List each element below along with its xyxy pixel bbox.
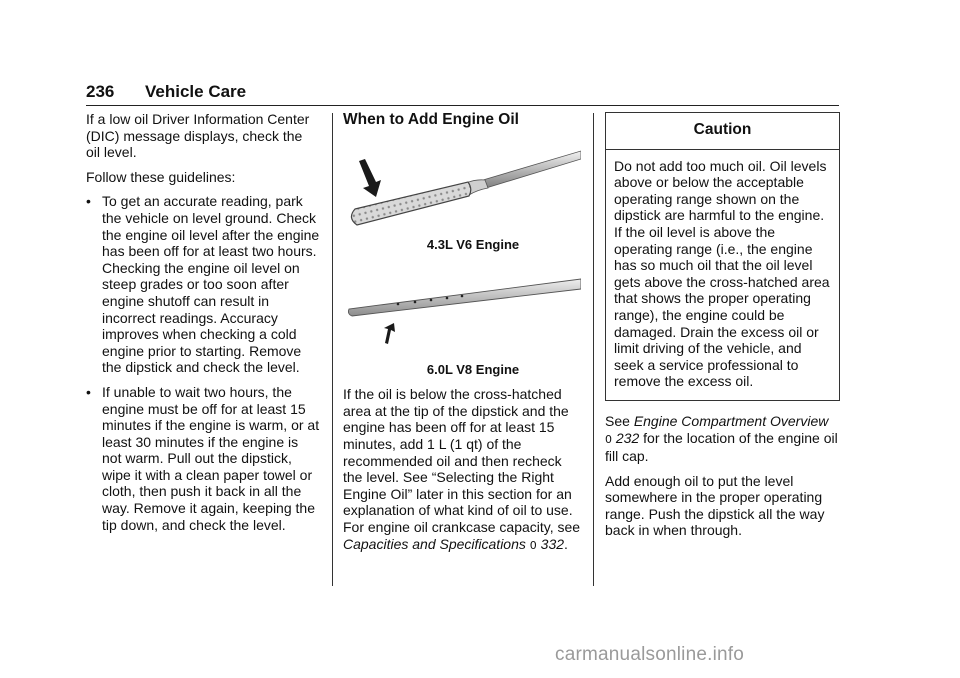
dipstick-figure-v6 [343,135,581,237]
figure-caption-v8: 6.0L V8 Engine [426,361,520,377]
intro-paragraph: If a low oil Driver Information Center (DIC) message displays, check the oil level. [86,111,310,161]
bullet-text: To get an accurate reading, park the vehicle on level ground. Check the engine oil level after the engine has been off for at least two hours. Checking the engine oil level on steep grades or too soon after engine shutoff can result in incorrect readings. Accuracy improves when checking a cold engine prior to starting. Remove the dipstick and check the level. [102,193,320,376]
guidelines-lead: Follow these guidelines: [86,168,236,185]
xref-page-number[interactable]: 232 [615,429,640,446]
column-left [86,111,320,541]
dipstick-v6-illustration [343,135,581,237]
column-middle [343,111,581,562]
guideline-bullet-2 [86,384,320,533]
page-number: 236 [86,82,115,101]
column-right [605,112,841,547]
dipstick-figure-v8 [343,264,581,362]
bullet-text: If unable to wait two hours, the engine must be off for at least 15 minutes if the engine is warm, or at least 30 minutes if the engine is not warm. Pull out the dipstick, wipe it with a clean paper towel or cloth, then push it back in all the way. Remove it again, keeping the tip down, and check the level. [102,383,320,533]
xref-engine-compartment-link[interactable]: Engine Compartment Overview [633,412,829,429]
xref-capacities-link[interactable]: Capacities and Specifications [343,535,526,552]
watermark-text: carmanualsonline.info [555,644,745,665]
guideline-bullet-1 [86,193,320,376]
figure-caption-v6: 4.3L V6 Engine [426,237,520,252]
bullet-glyph: • [86,383,91,400]
section-title: Vehicle Care [145,82,247,101]
column-divider-right [593,113,594,586]
caution-body: Do not add too much oil. Oil levels above or below the acceptable operating range shown on the dipstick are harmful to the engine. If the oil level is above the operating range (i.e., the engine has so much oil that the oil level gets above the cross-hatched area that shows the proper operating range), the engine could be damaged. Drain the excess oil or limit driving of the vehicle, and seek a service professional to remove the excess oil. [614,157,830,390]
add-oil-paragraph [343,386,581,554]
xref-suffix: for the location of the engine oil fill cap. [605,429,838,465]
xref-page-number[interactable]: 332 [540,535,565,552]
page-ref-icon: 0 [529,538,537,552]
dipstick-v8-illustration [343,264,581,362]
column-divider-left [332,113,333,586]
see-word: See [605,412,630,429]
bullet-glyph: • [86,193,91,210]
engine-compartment-paragraph [605,413,841,465]
caution-box [605,112,840,401]
page-header [86,81,839,106]
final-paragraph: Add enough oil to put the level somewhere in the proper operating range. Push the dipstick all the way back in when through. [605,472,825,539]
trailing-period: . [564,535,568,552]
page-ref-icon: 0 [605,432,612,446]
add-oil-text: If the oil is below the cross-hatched area at the tip of the dipstick and the engine has been off for at least 15 minutes, add 1 L (1 qt) of the recommended oil and then recheck the level. See “Selecting the Right Engine Oil” later in this section for an explanation of what kind of oil to use. For engine oil crankcase capacity, see [343,386,581,535]
section-heading: When to Add Engine Oil [343,111,519,128]
caution-title: Caution [606,113,839,150]
